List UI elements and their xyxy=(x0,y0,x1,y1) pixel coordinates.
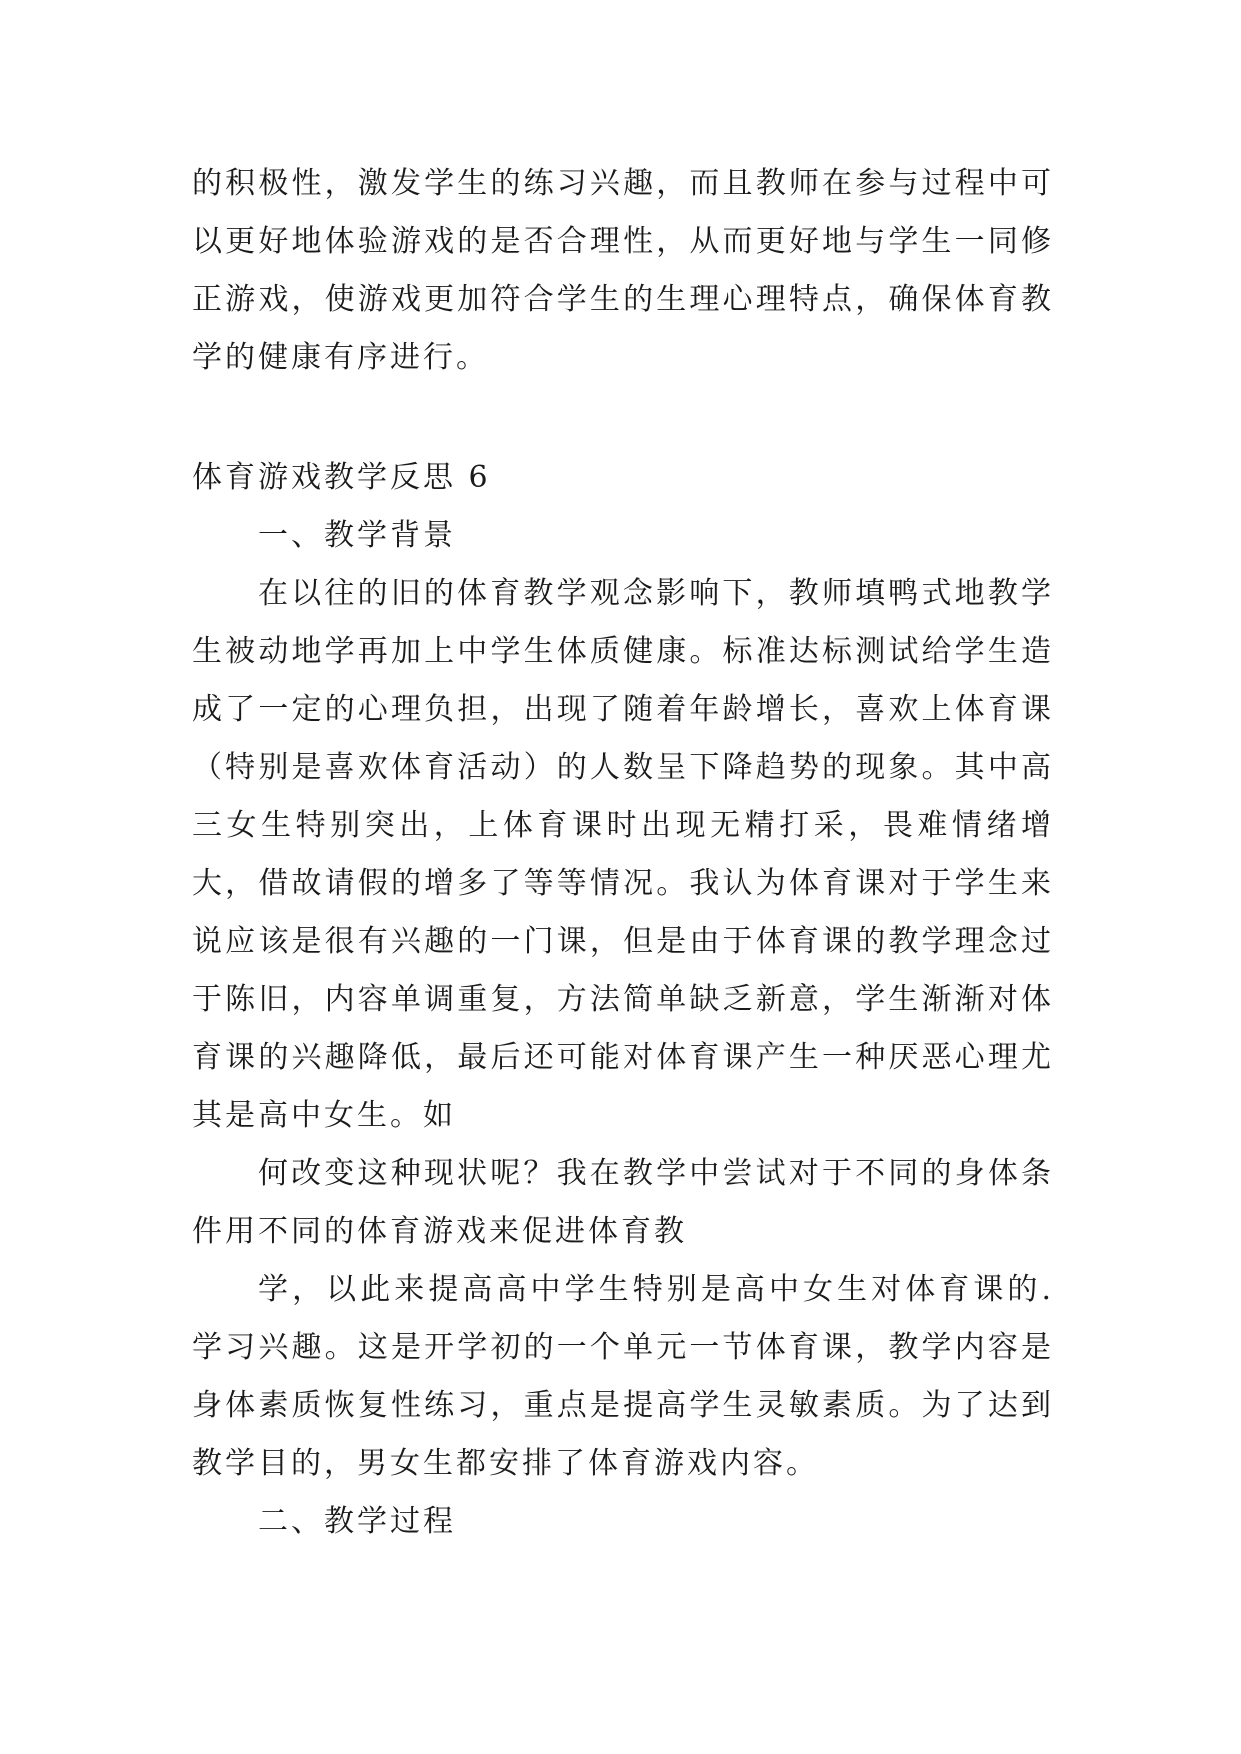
background-paragraph: 在以往的旧的体育教学观念影响下，教师填鸭式地教学生被动地学再加上中学生体质健康。标准达标测试给学生造成了一定的心理负担，出现了随着年龄增长，喜欢上体育课（特别是喜欢体育活动）的人数呈下降趋势的现象。其中高三女生特别突出，上体育课时出现无精打采，畏难情绪增大，借故请假的增多了等等情况。我认为体育课对于学生来说应该是很有兴趣的一门课，但是由于体育课的教学理念过于陈旧，内容单调重复，方法简单缺乏新意，学生渐渐对体育课的兴趣降低，最后还可能对体育课产生一种厌恶心理尤其是高中女生。如 xyxy=(192,576,1054,1133)
heading-teaching-process: 二、教学过程 xyxy=(258,1504,456,1539)
question-paragraph: 何改变这种现状呢？我在教学中尝试对于不同的身体条件用不同的体育游戏来促进体育教 xyxy=(192,1156,1054,1249)
section-title: 体育游戏教学反思 6 xyxy=(192,460,491,495)
content-paragraph: 学，以此来提高高中学生特别是高中女生对体育课的.学习兴趣。这是开学初的一个单元一节体育课，教学内容是身体素质恢复性练习，重点是提高学生灵敏素质。为了达到教学目的，男女生都安排了体育游戏内容。 xyxy=(192,1272,1054,1481)
heading-teaching-background: 一、教学背景 xyxy=(258,518,456,553)
document-page xyxy=(192,155,1054,1551)
intro-paragraph: 的积极性，激发学生的练习兴趣，而且教师在参与过程中可以更好地体验游戏的是否合理性，从而更好地与学生一同修正游戏，使游戏更加符合学生的生理心理特点，确保体育教学的健康有序进行。 xyxy=(192,166,1054,375)
